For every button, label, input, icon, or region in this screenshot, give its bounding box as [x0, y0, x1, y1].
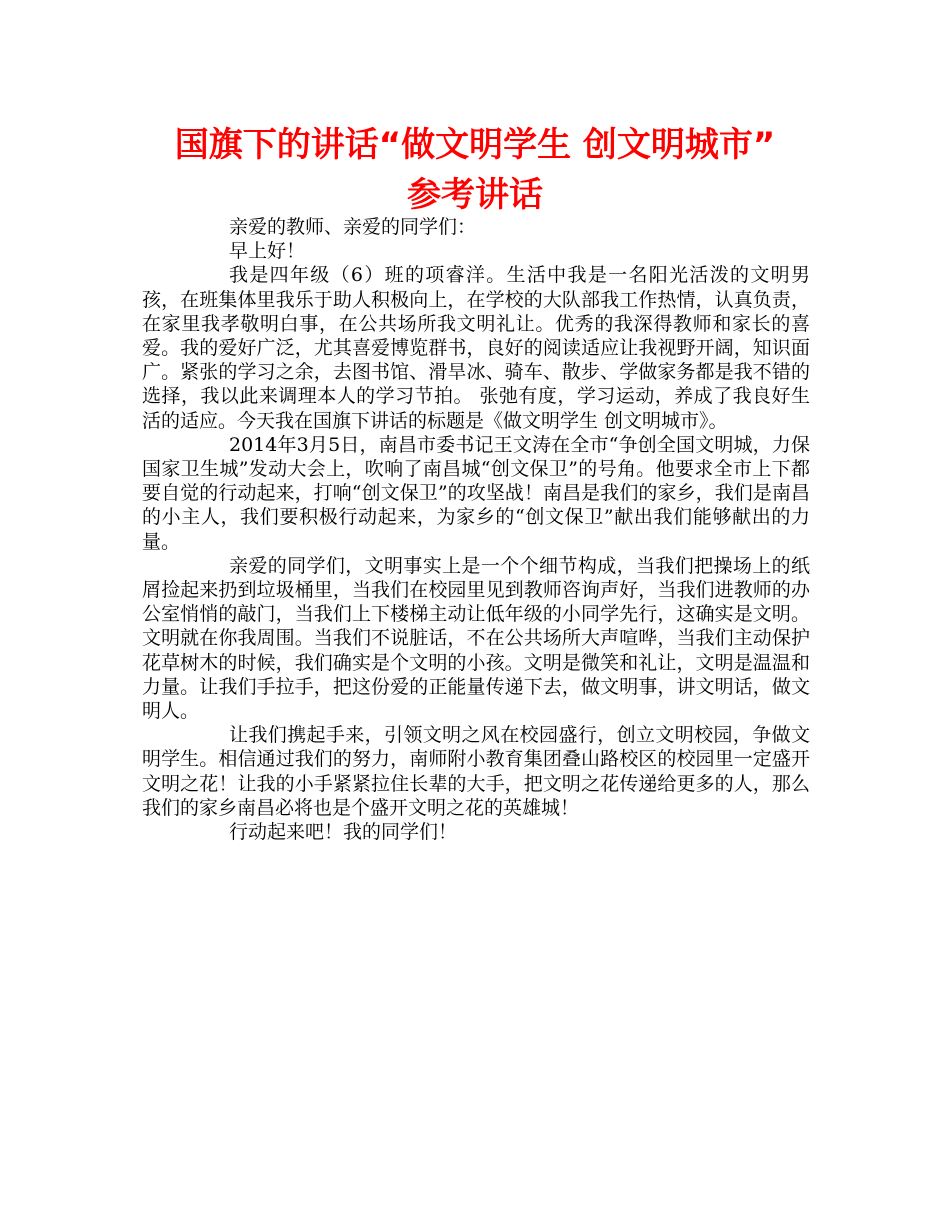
document-title-line-1: 国旗下的讲话“做文明学生 创文明城市”: [174, 125, 776, 165]
self-introduction-paragraph: 我是四年级（6）班的项睿洋。生活中我是一名阳光活泼的文明男孩，在班集体里我乐于助人积极向上，在学校的大队部我工作热情，认真负责，在家里我孝敬明白事，在公共场所我文明礼让。优秀的我深得教师和家长的喜爱。我的爱好广泛，尤其喜爱博览群书，良好的阅读适应让我视野开阔，知识面广。紧张的学习之余，去图书馆、滑旱冰、骑车、散步、学做家务都是我不错的选择，我以此来调理本人的学习节拍。 张弛有度，学习运动，养成了我良好生活的适应。今天我在国旗下讲话的标题是《做文明学生 创文明城市》。: [142, 264, 810, 432]
greeting-paragraph: 早上好！: [229, 240, 306, 263]
city-campaign-paragraph: 2014年3月5日，南昌市委书记王文涛在全市“争创全国文明城，力保国家卫生城”发动大会上，吹响了南昌城“创文保卫”的号角。他要求全市上下都要自觉的行动起来，打响“创文保卫”的攻坚战！南昌是我们的家乡，我们是南昌的小主人，我们要积极行动起来，为家乡的“创文保卫”献出我们能够献出的力量。: [142, 433, 810, 553]
civility-details-paragraph: 亲爱的同学们，文明事实上是一个个细节构成，当我们把操场上的纸屑捡起来扔到垃圾桶里，当我们在校园里见到教师咨询声好，当我们进教师的办公室悄悄的敲门，当我们上下楼梯主动让低年级的小同学先行，这确实是文明。文明就在你我周围。当我们不说脏话，不在公共场所大声喧哗，当我们主动保护花草树木的时候，我们确实是个文明的小孩。文明是微笑和礼让，文明是温温和力量。让我们手拉手，把这份爱的正能量传递下去，做文明事，讲文明话，做文明人。: [142, 554, 810, 723]
closing-paragraph: 行动起来吧！我的同学们！: [229, 821, 458, 844]
salutation-paragraph: 亲爱的教师、亲爱的同学们：: [229, 216, 477, 238]
call-to-action-paragraph: 让我们携起手来，引领文明之风在校园盛行，创立文明校园，争做文明学生。相信通过我们的努力，南师附小教育集团叠山路校区的校园里一定盛开文明之花！让我的小手紧紧拉住长辈的大手，把文明之花传递给更多的人，那么我们的家乡南昌必将也是个盛开文明之花的英雄城！: [142, 724, 810, 819]
document-title-line-2: 参考讲话: [407, 175, 543, 215]
document-body: [142, 215, 810, 844]
